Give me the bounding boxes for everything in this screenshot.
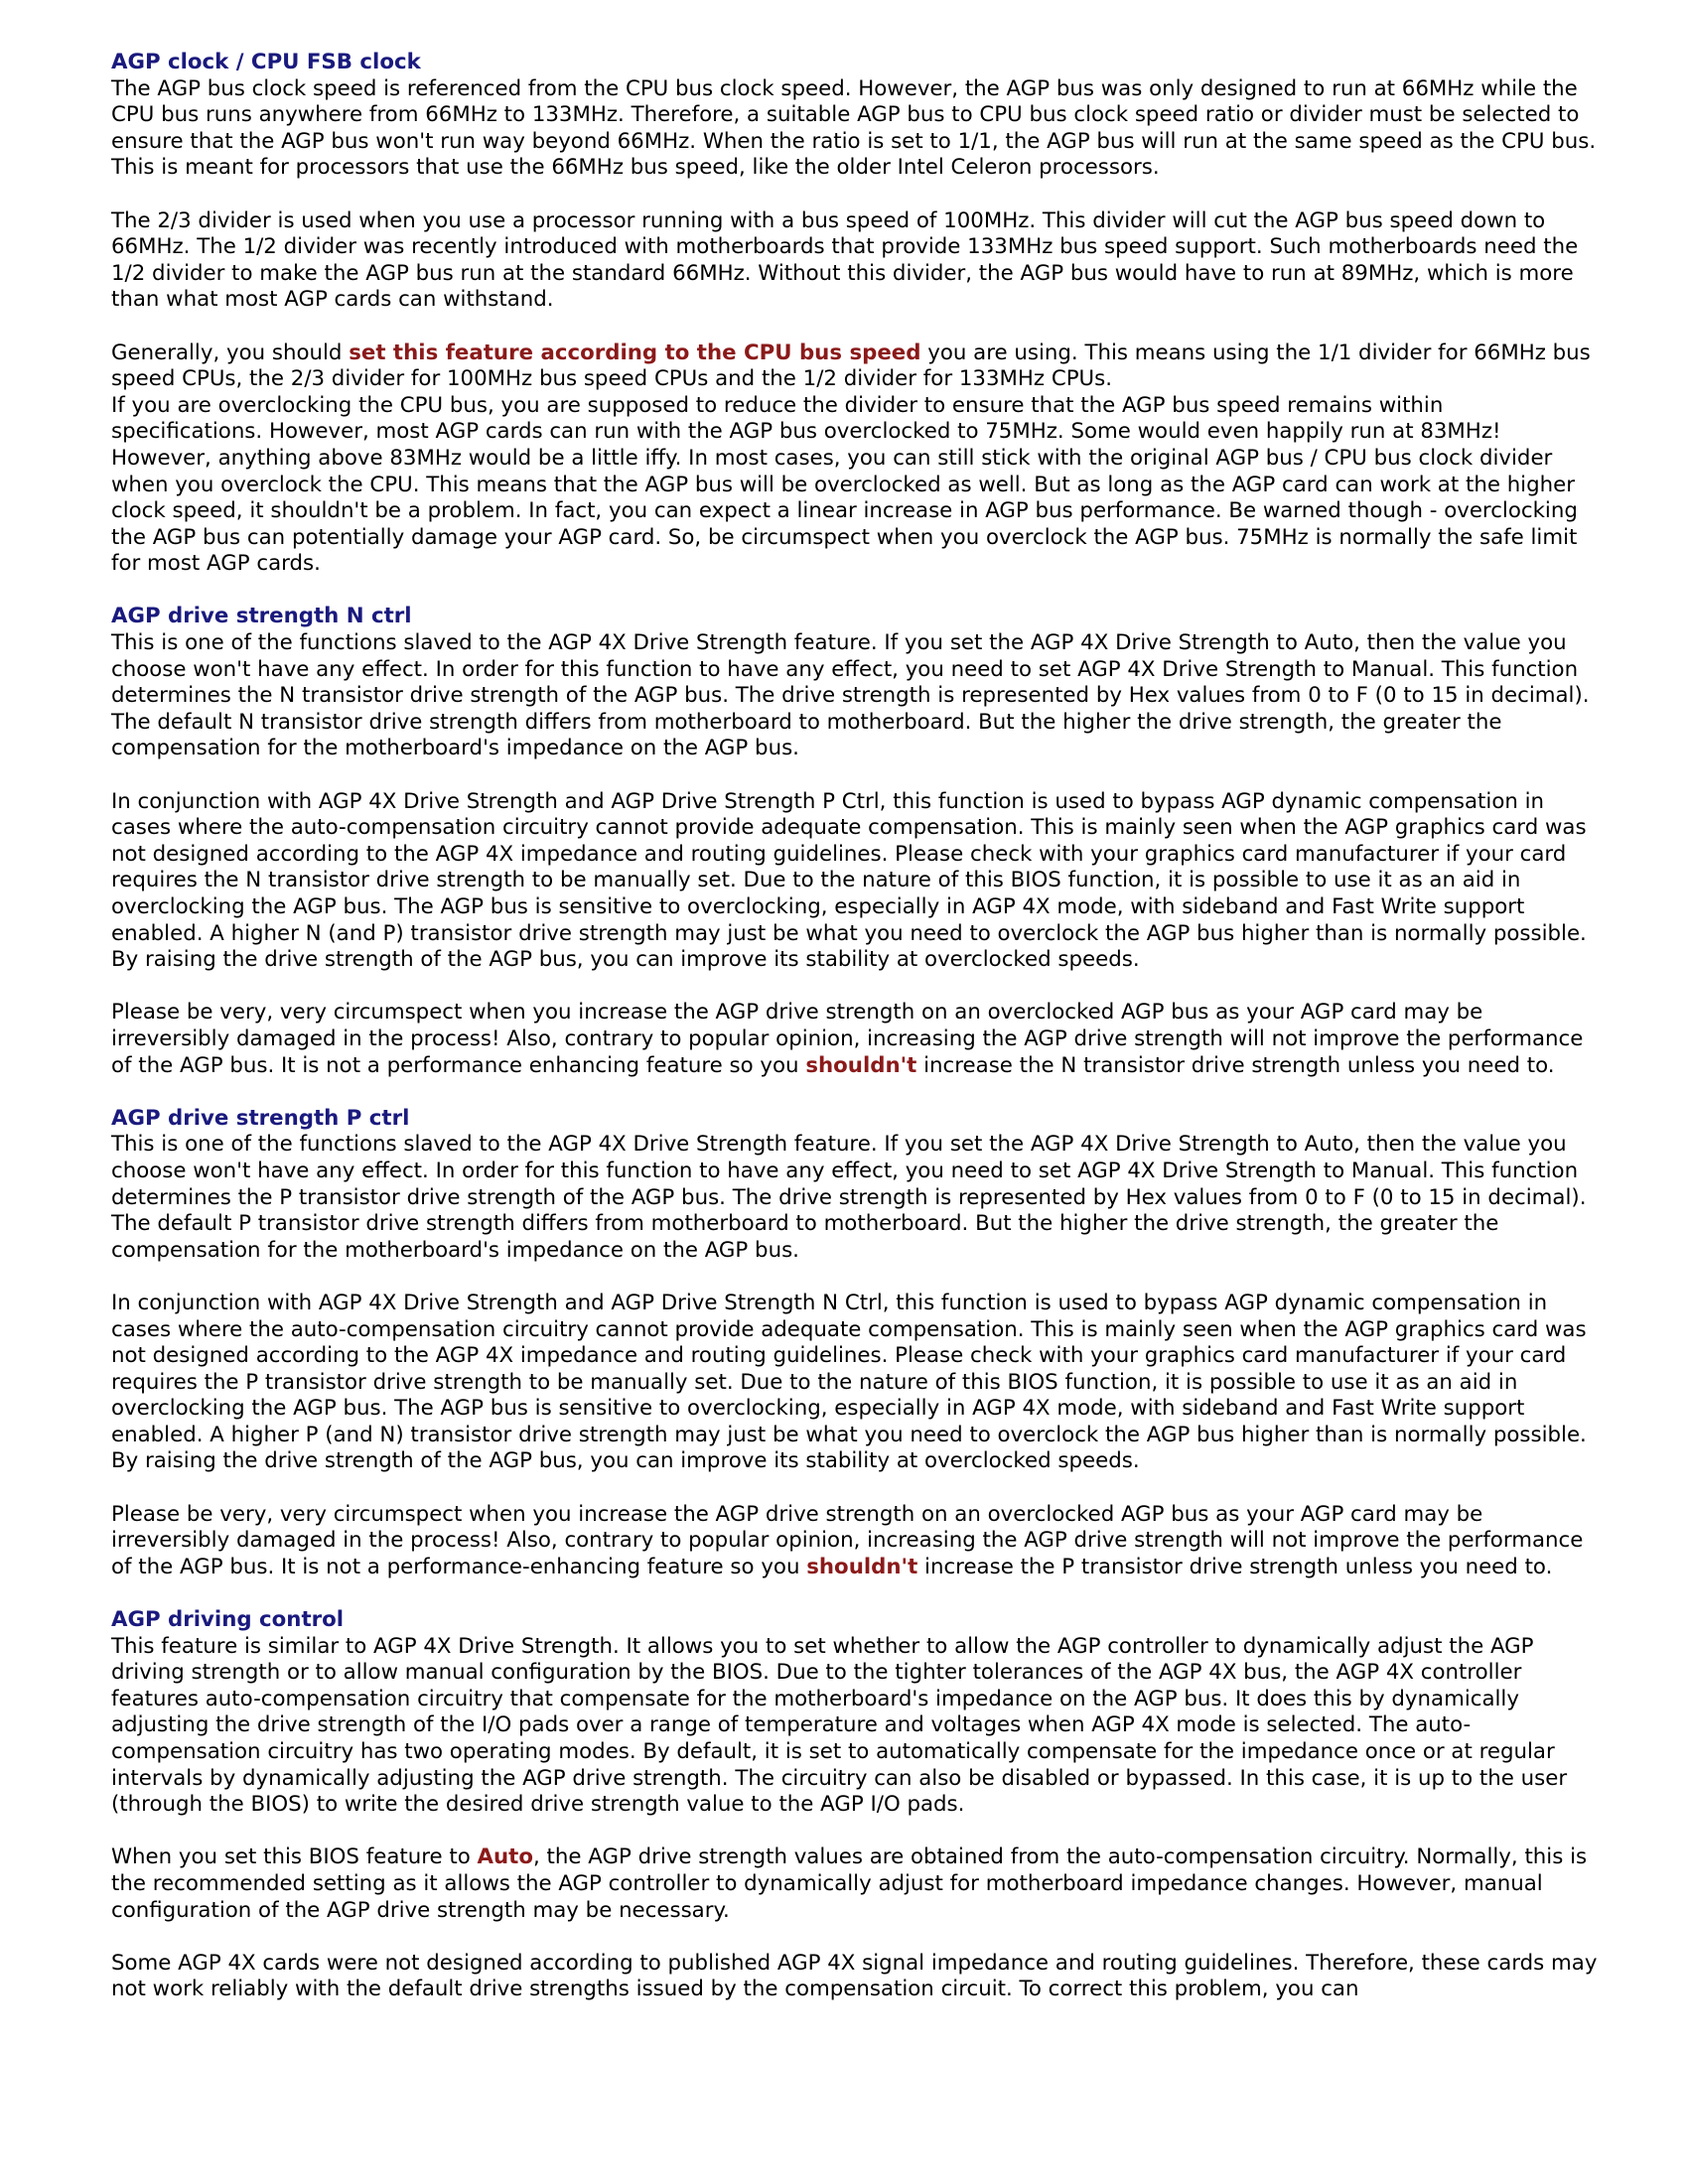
paragraph-text: In conjunction with AGP 4X Drive Strength and AGP Drive Strength N Ctrl, this function is used to bypass AGP dynamic compensation in cases where the auto-compensation circuitry cannot provide adequate compensation. This is mainly seen when the AGP graphics card was not designed according to the AGP 4X impedance and routing guidelines. Please check with your graphics card manufacturer if your card requires the P transistor drive strength to be manually set. Due to the nature of this BIOS function, it is possible to use it as an aid in overclocking the AGP bus. The AGP bus is sensitive to overclocking, especially in AGP 4X mode, with sideband and Fast Write support enabled. A higher P (and N) transistor drive strength may just be what you need to overclock the AGP bus higher than is normally possible. By raising the drive strength of the AGP bus, you can improve its stability at overclocked speeds. (111, 1290, 1587, 1474)
emphasized-text: shouldn't (805, 1052, 917, 1078)
emphasized-text: shouldn't (806, 1554, 918, 1579)
paragraph-text: In conjunction with AGP 4X Drive Strength and AGP Drive Strength P Ctrl, this function is used to bypass AGP dynamic compensation in cases where the auto-compensation circuitry cannot provide adequate compensation. This is mainly seen when the AGP graphics card was not designed according to the AGP 4X impedance and routing guidelines. Please check with your graphics card manufacturer if your card requires the N transistor drive strength to be manually set. Due to the nature of this BIOS function, it is possible to use it as an aid in overclocking the AGP bus. The AGP bus is sensitive to overclocking, especially in AGP 4X mode, with sideband and Fast Write support enabled. A higher N (and P) transistor drive strength may just be what you need to overclock the AGP bus higher than is normally possible. By raising the drive strength of the AGP bus, you can improve its stability at overclocked speeds. (111, 788, 1587, 973)
paragraph (111, 341, 1601, 393)
emphasized-text: set this feature according to the CPU bus speed (349, 340, 921, 365)
paragraph-text: This feature is similar to AGP 4X Drive Strength. It allows you to set whether to allow the AGP controller to dynamically adjust the AGP driving strength or to allow manual configuration by the BIOS. Due to the tighter tolerances of the AGP 4X bus, the AGP 4X controller features auto-compensation circuitry that compensate for the motherboard's impedance on the AGP bus. It does this by dynamically adjusting the drive strength of the I/O pads over a range of temperature and voltages when AGP 4X mode is selected. The auto-compensation circuitry has two operating modes. By default, it is set to automatically compensate for the impedance once or at regular intervals by dynamically adjusting the AGP drive strength. The circuitry can also be disabled or bypassed. In this case, it is up to the user (through the BIOS) to write the desired drive strength value to the AGP I/O pads. (111, 1633, 1568, 1818)
paragraph (111, 1502, 1601, 1581)
document-section (111, 50, 1601, 578)
paragraph-text: When you set this BIOS feature to (111, 1844, 478, 1870)
paragraph (111, 1291, 1601, 1475)
paragraph-text: increase the P transistor drive strength unless you need to. (917, 1554, 1553, 1579)
emphasized-text: Auto (477, 1844, 533, 1870)
paragraph (111, 1000, 1601, 1079)
paragraph-text: increase the N transistor drive strength unless you need to. (916, 1052, 1555, 1078)
section-heading: AGP driving control (111, 1607, 345, 1633)
paragraph-text: Generally, you should (111, 340, 350, 365)
paragraph (111, 76, 1601, 182)
document-section (111, 1106, 1601, 1581)
section-heading: AGP drive strength N ctrl (111, 604, 412, 629)
paragraph (111, 208, 1601, 314)
paragraph-text: you are using. This means using the 1/1 divider for 66MHz bus speed CPUs, the 2/3 divider for 100MHz bus speed CPUs and the 1/2 divider for 133MHz CPUs. (111, 340, 1591, 392)
paragraph-text: Some AGP 4X cards were not designed according to published AGP 4X signal impedance and routing guidelines. Therefore, these cards may not work reliably with the default drive strengths issued by the compensation circuit. To correct this problem, you can (111, 1950, 1598, 2002)
paragraph-text: If you are overclocking the CPU bus, you are supposed to reduce the divider to ensure that the AGP bus speed remains within specifications. However, most AGP cards can run with the AGP bus overclocked to 75MHz. Some would even happily run at 83MHz! However, anything above 83MHz would be a little iffy. In most cases, you can still stick with the original AGP bus / CPU bus clock divider when you overclock the CPU. This means that the AGP bus will be overclocked as well. But as long as the AGP card can work at the higher clock speed, it shouldn't be a problem. In fact, you can expect a linear increase in AGP bus performance. Be warned though - overclocking the AGP bus can potentially damage your AGP card. So, be circumspect when you overclock the AGP bus. 75MHz is normally the safe limit for most AGP cards. (111, 392, 1578, 577)
paragraph-text: Please be very, very circumspect when you increase the AGP drive strength on an overclocked AGP bus as your AGP card may be irreversibly damaged in the process! Also, contrary to popular opinion, increasing the AGP drive strength will not improve the performance of the AGP bus. It is not a performance-enhancing feature so you (111, 1501, 1584, 1579)
paragraph (111, 1132, 1601, 1264)
section-heading: AGP drive strength P ctrl (111, 1105, 410, 1131)
paragraph-text: The AGP bus clock speed is referenced from the CPU bus clock speed. However, the AGP bus was only designed to run at 66MHz while the CPU bus runs anywhere from 66MHz to 133MHz. Therefore, a suitable AGP bus to CPU bus clock speed ratio or divider must be selected to ensure that the AGP bus won't run way beyond 66MHz. When the ratio is set to 1/1, the AGP bus will run at the same speed as the CPU bus. This is meant for processors that use the 66MHz bus speed, like the older Intel Celeron processors. (111, 75, 1597, 181)
paragraph (111, 1844, 1601, 1924)
section-heading: AGP clock / CPU FSB clock (111, 50, 421, 74)
paragraph-text: The 2/3 divider is used when you use a processor running with a bus speed of 100MHz. This divider will cut the AGP bus speed down to 66MHz. The 1/2 divider was recently introduced with motherboards that provide 133MHz bus speed support. Such motherboards need the 1/2 divider to make the AGP bus run at the standard 66MHz. Without this divider, the AGP bus would have to run at 89MHz, which is more than what most AGP cards can withstand. (111, 207, 1579, 313)
paragraph (111, 1634, 1601, 1819)
paragraph-text: Please be very, very circumspect when you increase the AGP drive strength on an overclocked AGP bus as your AGP card may be irreversibly damaged in the process! Also, contrary to popular opinion, increasing the AGP drive strength will not improve the performance of the AGP bus. It is not a performance enhancing feature so you (111, 1000, 1584, 1078)
paragraph (111, 789, 1601, 974)
paragraph (111, 393, 1601, 578)
paragraph (111, 1951, 1601, 2003)
paragraph-text: This is one of the functions slaved to the AGP 4X Drive Strength feature. If you set the AGP 4X Drive Strength to Auto, then the value you choose won't have any effect. In order for this function to have any effect, you need to set AGP 4X Drive Strength to Manual. This function determines the N transistor drive strength of the AGP bus. The drive strength is represented by Hex values from 0 to F (0 to 15 in decimal). The default N transistor drive strength differs from motherboard to motherboard. But the higher the drive strength, the greater the compensation for the motherboard's impedance on the AGP bus. (111, 630, 1590, 761)
document-page (111, 50, 1601, 2030)
paragraph-text: This is one of the functions slaved to the AGP 4X Drive Strength feature. If you set the AGP 4X Drive Strength to Auto, then the value you choose won't have any effect. In order for this function to have any effect, you need to set AGP 4X Drive Strength to Manual. This function determines the P transistor drive strength of the AGP bus. The drive strength is represented by Hex values from 0 to F (0 to 15 in decimal). The default P transistor drive strength differs from motherboard to motherboard. But the higher the drive strength, the greater the compensation for the motherboard's impedance on the AGP bus. (111, 1132, 1587, 1263)
document-section (111, 604, 1601, 1079)
document-section (111, 1607, 1601, 2003)
paragraph-text: , the AGP drive strength values are obtained from the auto-compensation circuitry. Normally, this is the recommended setting as it allows the AGP controller to dynamically adjust for motherboard impedance changes. However, manual configuration of the AGP drive strength may be necessary. (111, 1844, 1588, 1923)
paragraph (111, 630, 1601, 762)
